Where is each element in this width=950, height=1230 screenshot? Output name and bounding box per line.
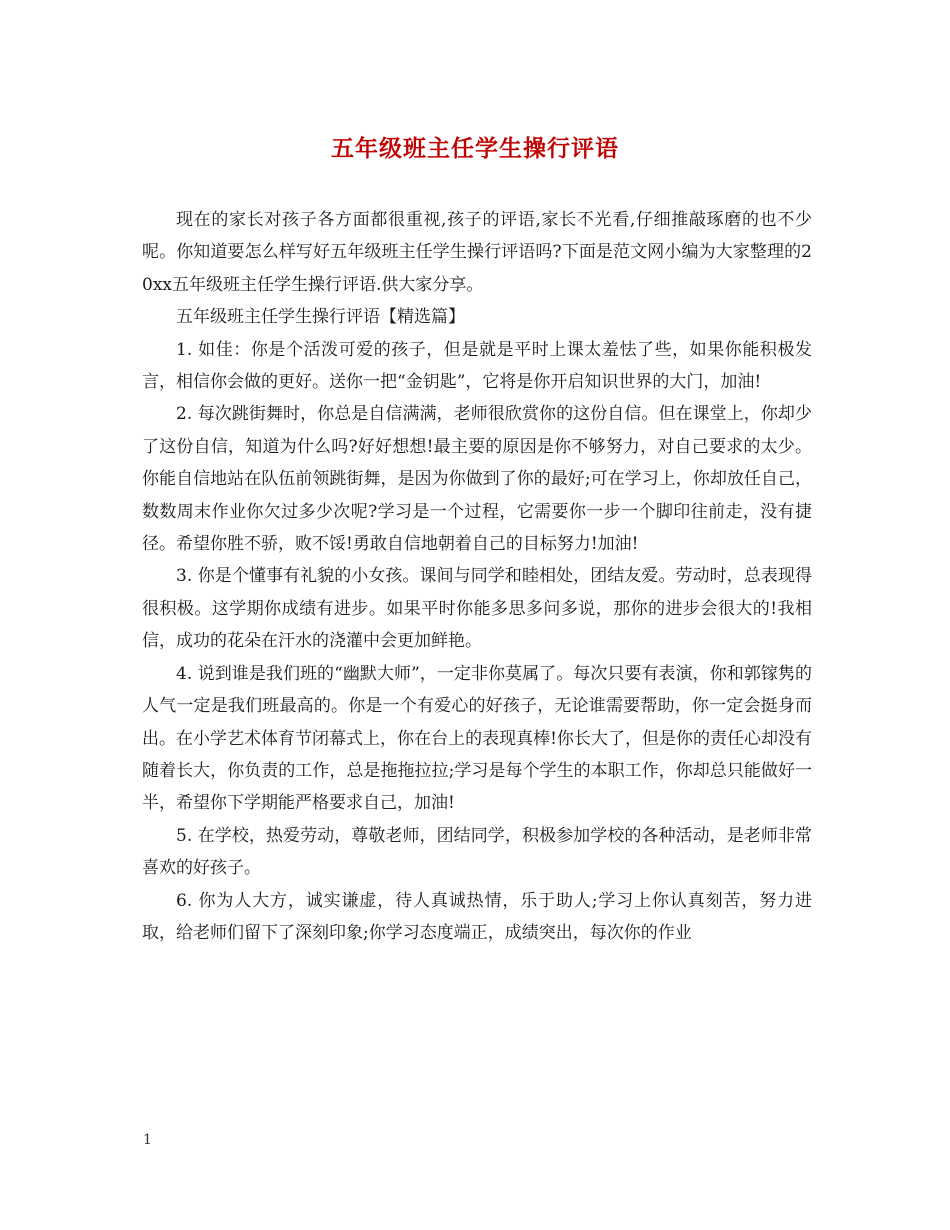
comment-paragraph-5: 5. 在学校，热爱劳动，尊敬老师，团结同学，积极参加学校的各种活动，是老师非常喜欢的好孩子。 [142,825,812,879]
page-number: 1 [143,1132,152,1148]
comment-paragraph-6: 6. 你为人大方，诚实谦虚，待人真诚热情，乐于助人;学习上你认真刻苦，努力进取，给老师们留下了深刻印象;你学习态度端正，成绩突出，每次你的作业 [142,890,812,943]
section-heading: 五年级班主任学生操行评语【精选篇】 [176,307,465,328]
comment-paragraph-1: 1. 如佳：你是个活泼可爱的孩子，但是就是平时上课太羞怯了些，如果你能积极发言，相信你会做的更好。送你一把“金钥匙”，它将是你开启知识世界的大门，加油! [142,339,812,393]
comment-paragraph-3: 3. 你是个懂事有礼貌的小女孩。课间与同学和睦相处，团结友爱。劳动时，总表现得很积极。这学期你成绩有进步。如果平时你能多思多问多说，那你的进步会很大的!我相信，成功的花朵在汗水的浇灌中会更加鲜艳。 [142,566,812,652]
document-title: 五年级班主任学生操行评语 [331,135,619,162]
comment-paragraph-4: 4. 说到谁是我们班的“幽默大师”，一定非你莫属了。每次只要有表演，你和郭镓隽的人气一定是我们班最高的。你是一个有爱心的好孩子，无论谁需要帮助，你一定会挺身而出。在小学艺术体育节闭幕式上，你在台上的表现真棒!你长大了，但是你的责任心却没有随着长大，你负责的工作，总是拖拖拉拉;学习是每个学生的本职工作，你却总只能做好一半，希望你下学期能严格要求自己，加油! [142,663,812,814]
comment-paragraph-2: 2. 每次跳街舞时，你总是自信满满，老师很欣赏你的这份自信。但在课堂上，你却少了这份自信，知道为什么吗?好好想想!最主要的原因是你不够努力，对自己要求的太少。你能自信地站在队伍前领跳街舞，是因为你做到了你的最好;可在学习上，你却放任自己，数数周末作业你欠过多少次呢?学习是一个过程，它需要你一步一个脚印往前走，没有捷径。希望你胜不骄，败不馁!勇敢自信地朝着自己的目标努力!加油! [142,404,812,555]
intro-paragraph: 现在的家长对孩子各方面都很重视,孩子的评语,家长不光看,仔细推敲琢磨的也不少呢。你知道要怎么样写好五年级班主任学生操行评语吗?下面是范文网小编为大家整理的20xx五年级班主任学生操行评语.供大家分享。 [142,210,812,295]
document-body [142,204,812,949]
